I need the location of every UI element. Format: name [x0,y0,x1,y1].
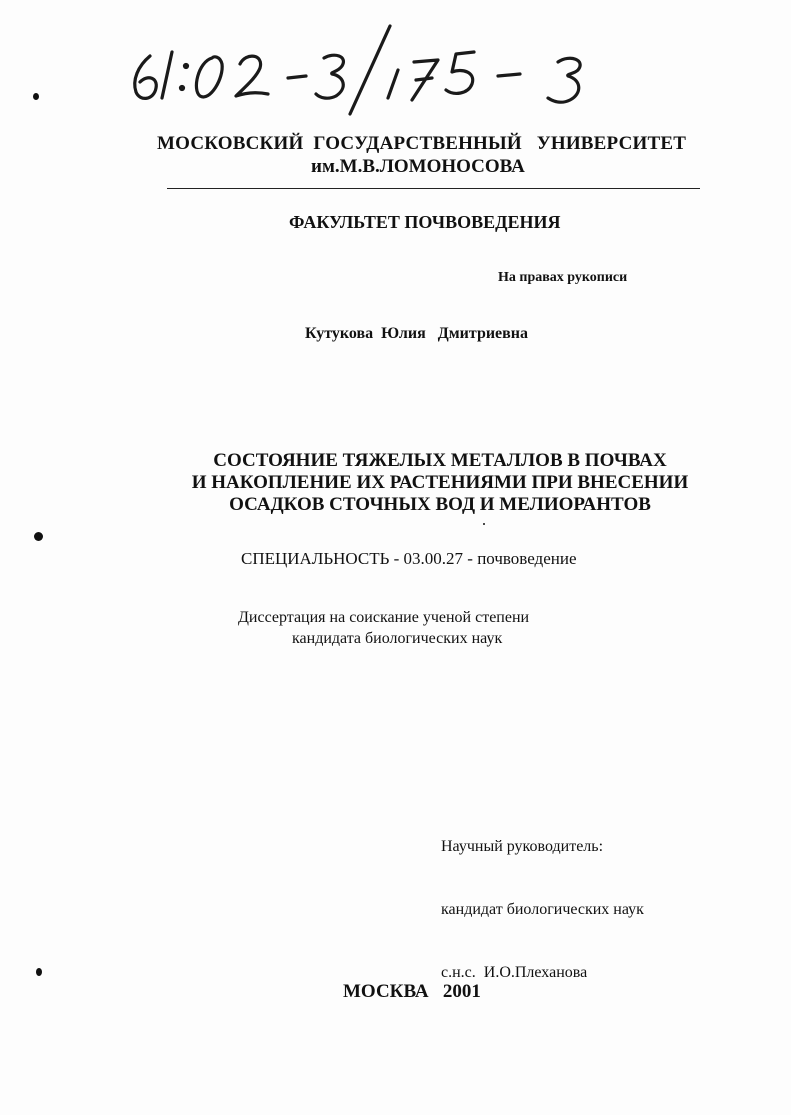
title-line-1: СОСТОЯНИЕ ТЯЖЕЛЫХ МЕТАЛЛОВ В ПОЧВАХ [213,450,667,471]
faculty-name: ФАКУЛЬТЕТ ПОЧВОВЕДЕНИЯ [289,212,561,232]
scan-speck [483,523,485,525]
scan-speck [33,93,39,100]
specialty: СПЕЦИАЛЬНОСТЬ - 03.00.27 - почвоведение [241,549,577,568]
dissertation-title [150,450,730,516]
manuscript-note: На правах рукописи [498,270,628,285]
handwritten-archive-code [128,5,598,118]
city-year: МОСКВА 2001 [343,981,481,1002]
advisor-degree: кандидат биологических наук [441,901,644,918]
advisor-block [441,794,644,1004]
scan-speck [36,968,42,976]
university-name: МОСКОВСКИЙ ГОСУДАРСТВЕННЫЙ УНИВЕРСИТЕТ [157,133,687,154]
university-named-after: им.М.В.ЛОМОНОСОВА [311,156,525,177]
advisor-label: Научный руководитель: [441,838,604,855]
degree-line-1: Диссертация на соискание ученой степени [238,609,530,626]
degree-line-2: кандидата биологических наук [292,630,503,647]
advisor-name: с.н.с. И.О.Плеханова [441,964,588,981]
title-line-3: ОСАДКОВ СТОЧНЫХ ВОД И МЕЛИОРАНТОВ [229,494,651,515]
archive-code-text: 61:02-3/175-3 [128,5,220,22]
header-divider [167,188,700,189]
author-name: Кутукова Юлия Дмитриевна [305,325,529,342]
title-line-2: И НАКОПЛЕНИЕ ИХ РАСТЕНИЯМИ ПРИ ВНЕСЕНИИ [191,472,689,493]
scan-speck [34,532,43,541]
